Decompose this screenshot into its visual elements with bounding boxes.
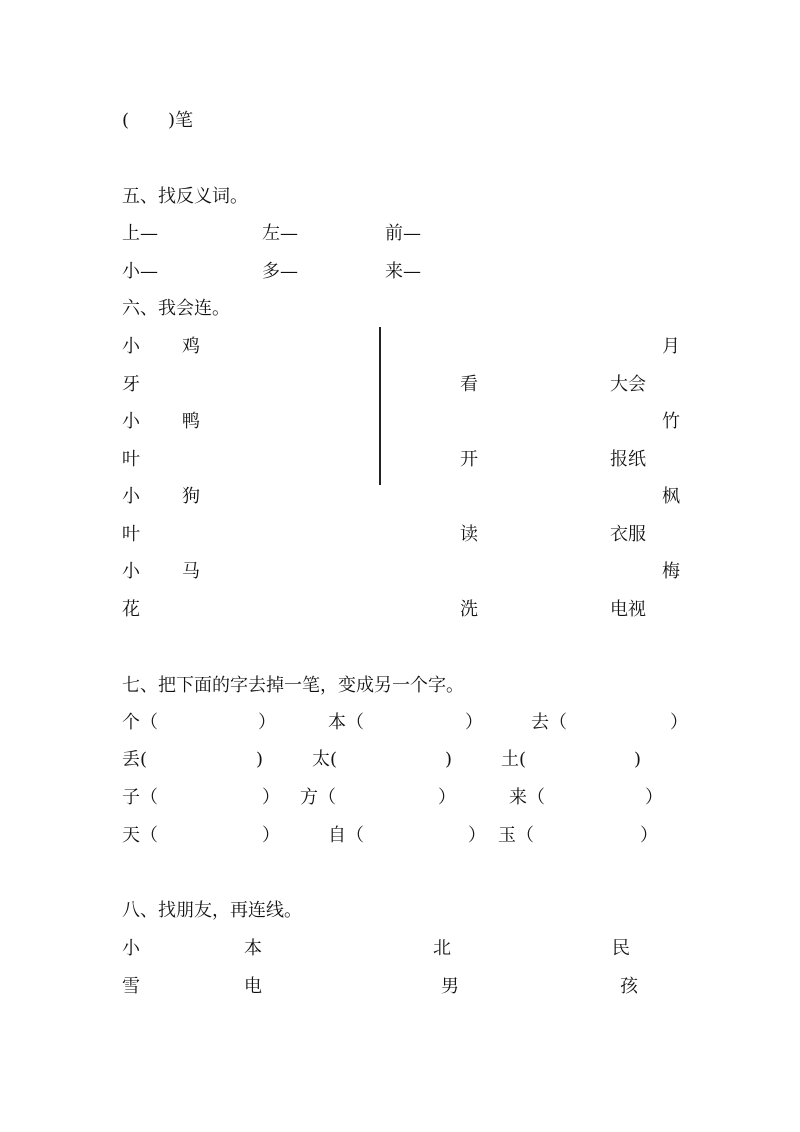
stroke-item-close: ） bbox=[438, 787, 456, 808]
match-left-animal: 狗 bbox=[182, 486, 200, 507]
stroke-item-close: ） bbox=[262, 825, 280, 846]
match-verb: 读 bbox=[460, 524, 478, 545]
section-6-title: 六、我会连。 bbox=[122, 298, 230, 319]
blank-paren-open: ( bbox=[122, 110, 130, 131]
match-right-item: 枫 bbox=[662, 486, 680, 507]
match-verb: 看 bbox=[460, 374, 478, 395]
stroke-item-close: ） bbox=[645, 787, 663, 808]
stroke-item-close: ） bbox=[262, 787, 280, 808]
friend-word: 小 bbox=[122, 938, 140, 959]
match-right-item: 竹 bbox=[662, 411, 680, 432]
antonym-item: 小— bbox=[122, 261, 158, 282]
match-right-item: 报纸 bbox=[610, 449, 646, 470]
blank-paren-close: )笔 bbox=[168, 110, 194, 131]
match-left-char: 牙 bbox=[122, 374, 140, 395]
antonym-item: 左— bbox=[262, 223, 298, 244]
match-left-char: 小 bbox=[122, 336, 140, 357]
stroke-item-close: ） bbox=[465, 712, 483, 733]
divider-line bbox=[379, 327, 381, 485]
stroke-item-open: 子（ bbox=[122, 787, 158, 808]
friend-word: 雪 bbox=[122, 976, 140, 997]
section-8-title: 八、找朋友，再连线。 bbox=[122, 900, 302, 921]
stroke-item-open: 土( bbox=[501, 749, 527, 770]
stroke-item-open: 来（ bbox=[509, 787, 545, 808]
stroke-item-close: ） bbox=[258, 712, 276, 733]
match-left-char: 小 bbox=[122, 561, 140, 582]
stroke-item-open: 天（ bbox=[122, 825, 158, 846]
friend-word: 本 bbox=[244, 938, 262, 959]
stroke-item-close: ） bbox=[640, 825, 658, 846]
stroke-item-open: 太( bbox=[312, 749, 338, 770]
match-left-animal: 马 bbox=[182, 561, 200, 582]
stroke-item-open: 本（ bbox=[328, 712, 364, 733]
stroke-item-open: 去（ bbox=[531, 712, 567, 733]
stroke-item-open: 方（ bbox=[300, 787, 336, 808]
section-7-title: 七、把下面的字去掉一笔，变成另一个字。 bbox=[122, 675, 464, 696]
stroke-item-open: 自（ bbox=[328, 825, 364, 846]
friend-word: 民 bbox=[612, 938, 630, 959]
stroke-item-open: 玉（ bbox=[498, 825, 534, 846]
antonym-item: 上— bbox=[122, 223, 158, 244]
stroke-item-close: ) bbox=[634, 749, 642, 770]
stroke-item-open: 丢( bbox=[122, 749, 148, 770]
match-left-char: 花 bbox=[122, 599, 140, 620]
match-verb: 开 bbox=[460, 449, 478, 470]
friend-word: 男 bbox=[441, 976, 459, 997]
match-verb: 洗 bbox=[460, 599, 478, 620]
stroke-item-close: ) bbox=[445, 749, 453, 770]
section-5-title: 五、找反义词。 bbox=[122, 186, 248, 207]
match-right-item: 电视 bbox=[610, 599, 646, 620]
match-right-item: 衣服 bbox=[610, 524, 646, 545]
friend-word: 电 bbox=[244, 976, 262, 997]
match-left-animal: 鸭 bbox=[182, 411, 200, 432]
match-right-item: 大会 bbox=[610, 374, 646, 395]
match-left-char: 叶 bbox=[122, 524, 140, 545]
match-left-char: 小 bbox=[122, 486, 140, 507]
antonym-item: 多— bbox=[262, 261, 298, 282]
stroke-item-open: 个（ bbox=[122, 712, 158, 733]
match-right-item: 月 bbox=[662, 336, 680, 357]
antonym-item: 前— bbox=[385, 223, 421, 244]
stroke-item-close: ） bbox=[468, 825, 486, 846]
stroke-item-close: ) bbox=[256, 749, 264, 770]
antonym-item: 来— bbox=[385, 261, 421, 282]
friend-word: 孩 bbox=[620, 976, 638, 997]
match-right-item: 梅 bbox=[662, 561, 680, 582]
friend-word: 北 bbox=[433, 938, 451, 959]
match-left-char: 小 bbox=[122, 411, 140, 432]
match-left-animal: 鸡 bbox=[182, 336, 200, 357]
stroke-item-close: ） bbox=[670, 712, 688, 733]
match-left-char: 叶 bbox=[122, 449, 140, 470]
